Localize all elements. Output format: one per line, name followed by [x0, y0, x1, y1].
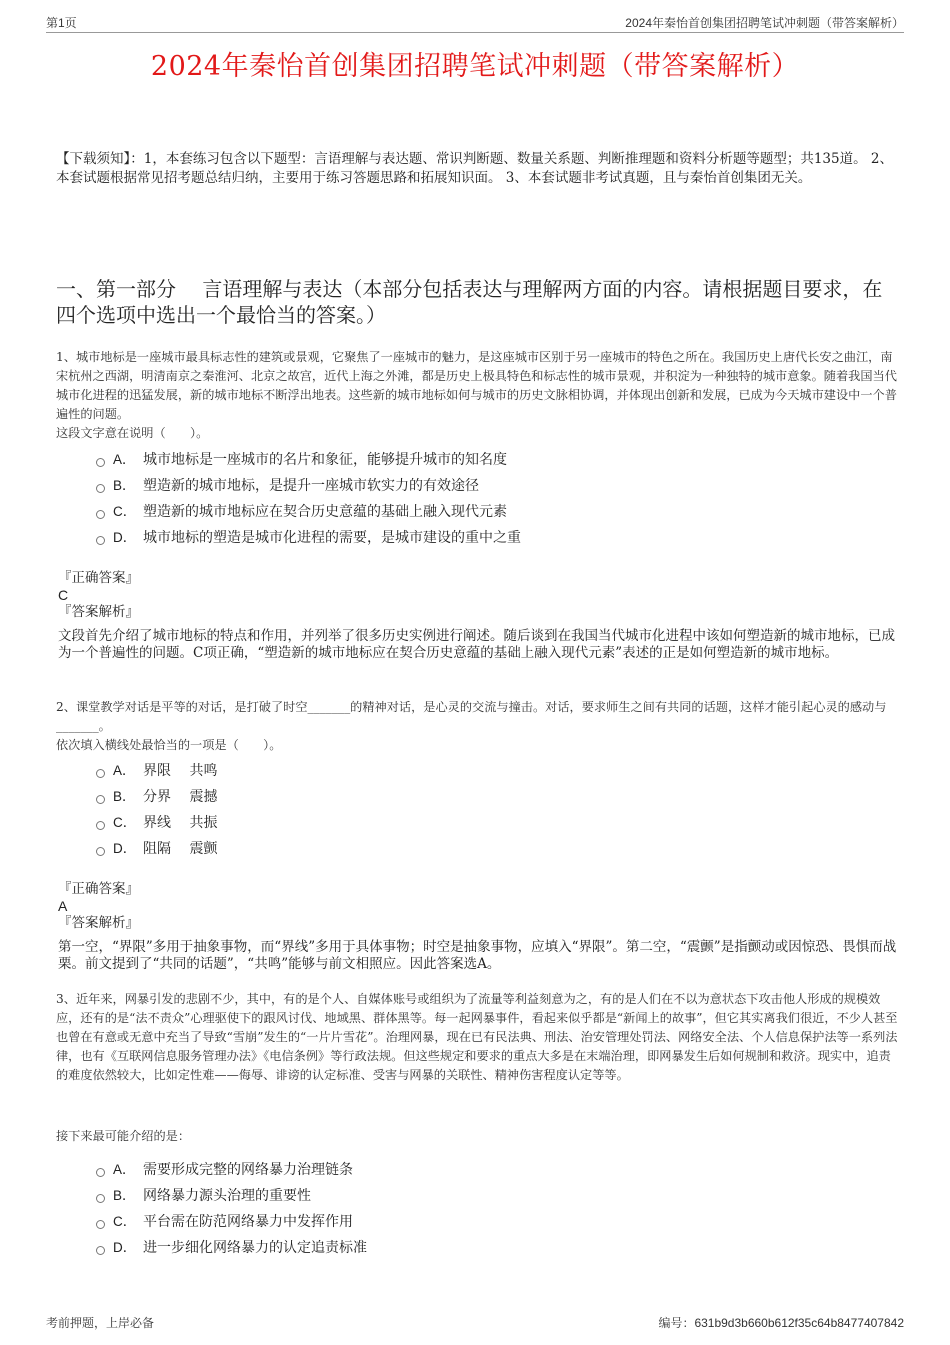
option-letter: D． [113, 530, 137, 545]
question-2-analysis: 第一空，“界限”多用于抽象事物，而“界线”多用于具体事物；时空是抽象事物，应填入“界限”。第二空，“震颤”是指颤动或因惊恐、畏惧而战栗。前文提到了“共同的话题”，“共鸣”能够与前文相照应。因此答案选A。 [58, 939, 897, 972]
radio-icon[interactable] [96, 1246, 105, 1255]
option-b[interactable] [96, 473, 796, 499]
option-letter: A． [113, 452, 136, 467]
question-2-options [96, 758, 796, 862]
radio-icon[interactable] [96, 536, 105, 545]
question-1-analysis: 文段首先介绍了城市地标的特点和作用，并列举了很多历史实例进行阐述。随后谈到在我国当代城市化进程中该如何塑造新的城市地标，已成为一个普遍性的问题。C项正确，“塑造新的城市地标应在契合历史意蕴的基础上融入现代元素”表述的正是如何塑造新的城市地标。 [58, 628, 895, 661]
radio-icon[interactable] [96, 484, 105, 493]
radio-icon[interactable] [96, 1220, 105, 1229]
question-stem: 2、课堂教学对话是平等的对话，是打破了时空_______的精神对话，是心灵的交流与撞击。对话，要求师生之间有共同的话题，这样才能引起心灵的感动与_______。 [56, 700, 887, 733]
page-footer [46, 1314, 904, 1332]
option-text: 城市地标是一座城市的名片和象征，能够提升城市的知名度 [143, 452, 507, 468]
radio-icon[interactable] [96, 821, 105, 830]
answer-label: 『正确答案』 [58, 881, 139, 897]
answer-label: 『正确答案』 [58, 570, 139, 586]
question-1-text [56, 348, 901, 443]
option-letter: B． [113, 1188, 136, 1203]
question-1-options [96, 447, 796, 551]
option-letter: A． [113, 763, 136, 778]
option-letter: D． [113, 841, 137, 856]
option-text: 塑造新的城市地标，是提升一座城市软实力的有效途径 [143, 478, 479, 494]
option-letter: A． [113, 1162, 136, 1177]
option-c[interactable] [96, 810, 796, 836]
question-prompt: 这段文字意在说明（ ）。 [56, 426, 209, 440]
option-a[interactable] [96, 1157, 796, 1183]
question-2-text [56, 698, 901, 755]
option-a[interactable] [96, 447, 796, 473]
option-text: 需要形成完整的网络暴力治理链条 [143, 1162, 353, 1178]
option-letter: B． [113, 478, 136, 493]
header-doc-title: 2024年秦怡首创集团招聘笔试冲刺题（带答案解析） [625, 16, 904, 30]
answer-value: A [58, 898, 68, 914]
radio-icon[interactable] [96, 847, 105, 856]
option-letter: C． [113, 815, 137, 830]
option-d[interactable] [96, 1235, 796, 1261]
question-prompt: 依次填入横线处最恰当的一项是（ ）。 [56, 738, 282, 752]
question-3-options [96, 1157, 796, 1261]
analysis-label: 『答案解析』 [58, 915, 139, 931]
footer-slogan: 考前押题，上岸必备 [46, 1316, 155, 1330]
download-notice: 【下载须知】：1，本套练习包含以下题型：言语理解与表达题、常识判断题、数量关系题、判断推理题和资料分析题等题型；共135道。 2、本套试题根据常见招考题总结归纳，主要用于练习答题思路和拓展知识面。 3、本套试题非考试真题，且与秦怡首创集团无关。 [56, 151, 893, 186]
radio-icon[interactable] [96, 1194, 105, 1203]
question-stem: 1、城市地标是一座城市最具标志性的建筑或景观，它聚焦了一座城市的魅力，是这座城市区别于另一座城市的特色之所在。我国历史上唐代长安之曲江，南宋杭州之西湖，明清南京之秦淮河、北京之故宫，近代上海之外滩，都是历史上极具特色和标志性的城市景观，并积淀为一种独特的城市意象。随着我国当代城市化进程的迅猛发展，新的城市地标不断浮出地表。这些新的城市地标如何与城市的历史文脉相协调，并体现出创新和发展，已成为今天城市建设中一个普遍性的问题。 [56, 350, 897, 421]
answer-value: C [58, 587, 69, 603]
option-text: 分界 震撼 [143, 789, 218, 805]
page-header [46, 14, 904, 33]
question-3-prompt: 接下来最可能介绍的是： [56, 1129, 191, 1143]
option-d[interactable] [96, 525, 796, 551]
radio-icon[interactable] [96, 458, 105, 467]
option-c[interactable] [96, 1209, 796, 1235]
document-title: 2024年秦怡首创集团招聘笔试冲刺题（带答案解析） [150, 51, 800, 82]
option-text: 平台需在防范网络暴力中发挥作用 [143, 1214, 353, 1230]
option-letter: D． [113, 1240, 137, 1255]
option-text: 城市地标的塑造是城市化进程的需要，是城市建设的重中之重 [143, 530, 521, 546]
question-3-text [56, 990, 901, 1085]
radio-icon[interactable] [96, 1168, 105, 1177]
option-text: 进一步细化网络暴力的认定追责标准 [143, 1240, 367, 1256]
footer-serial: 编号：631b9d3b660b612f35c64b8477407842 [658, 1316, 904, 1330]
option-letter: C． [113, 1214, 137, 1229]
option-b[interactable] [96, 1183, 796, 1209]
option-d[interactable] [96, 836, 796, 862]
section-heading: 一、第一部分 言语理解与表达（本部分包括表达与理解两方面的内容。请根据题目要求，在四个选项中选出一个最恰当的答案。） [56, 277, 883, 327]
radio-icon[interactable] [96, 795, 105, 804]
option-c[interactable] [96, 499, 796, 525]
option-text: 网络暴力源头治理的重要性 [143, 1188, 311, 1204]
option-text: 阻隔 震颤 [143, 841, 218, 857]
analysis-label: 『答案解析』 [58, 604, 139, 620]
option-a[interactable] [96, 758, 796, 784]
option-text: 界线 共振 [143, 815, 218, 831]
question-stem: 3、近年来，网暴引发的悲剧不少，其中，有的是个人、自媒体账号或组织为了流量等利益刻意为之，有的是人们在不以为意状态下攻击他人形成的规模效应，还有的是“法不责众”心理驱使下的跟风讨伐、地域黑、群体黑等。每一起网暴事件，看起来似乎都是“新闻上的故事”，但它其实离我们很近，不少人甚至也曾在有意或无意中充当了导致“雪崩”发生的“一片片雪花”。治理网暴，现在已有民法典、刑法、治安管理处罚法、网络安全法、个人信息保护法等一系列法律，也有《互联网信息服务管理办法》《电信条例》等行政法规。但这些规定和要求的重点大多是在末端治理，即网暴发生后如何规制和救济。现实中，追责的难度依然较大，比如定性难——侮辱、诽谤的认定标准、受害与网暴的关联性、精神伤害程度认定等等。 [56, 992, 898, 1082]
option-b[interactable] [96, 784, 796, 810]
option-letter: B． [113, 789, 136, 804]
option-letter: C． [113, 504, 137, 519]
page-number: 第1页 [46, 16, 77, 30]
radio-icon[interactable] [96, 510, 105, 519]
question-1-answer [58, 570, 903, 621]
option-text: 塑造新的城市地标应在契合历史意蕴的基础上融入现代元素 [143, 504, 507, 520]
question-2-answer [58, 881, 903, 932]
option-text: 界限 共鸣 [143, 763, 218, 779]
radio-icon[interactable] [96, 769, 105, 778]
